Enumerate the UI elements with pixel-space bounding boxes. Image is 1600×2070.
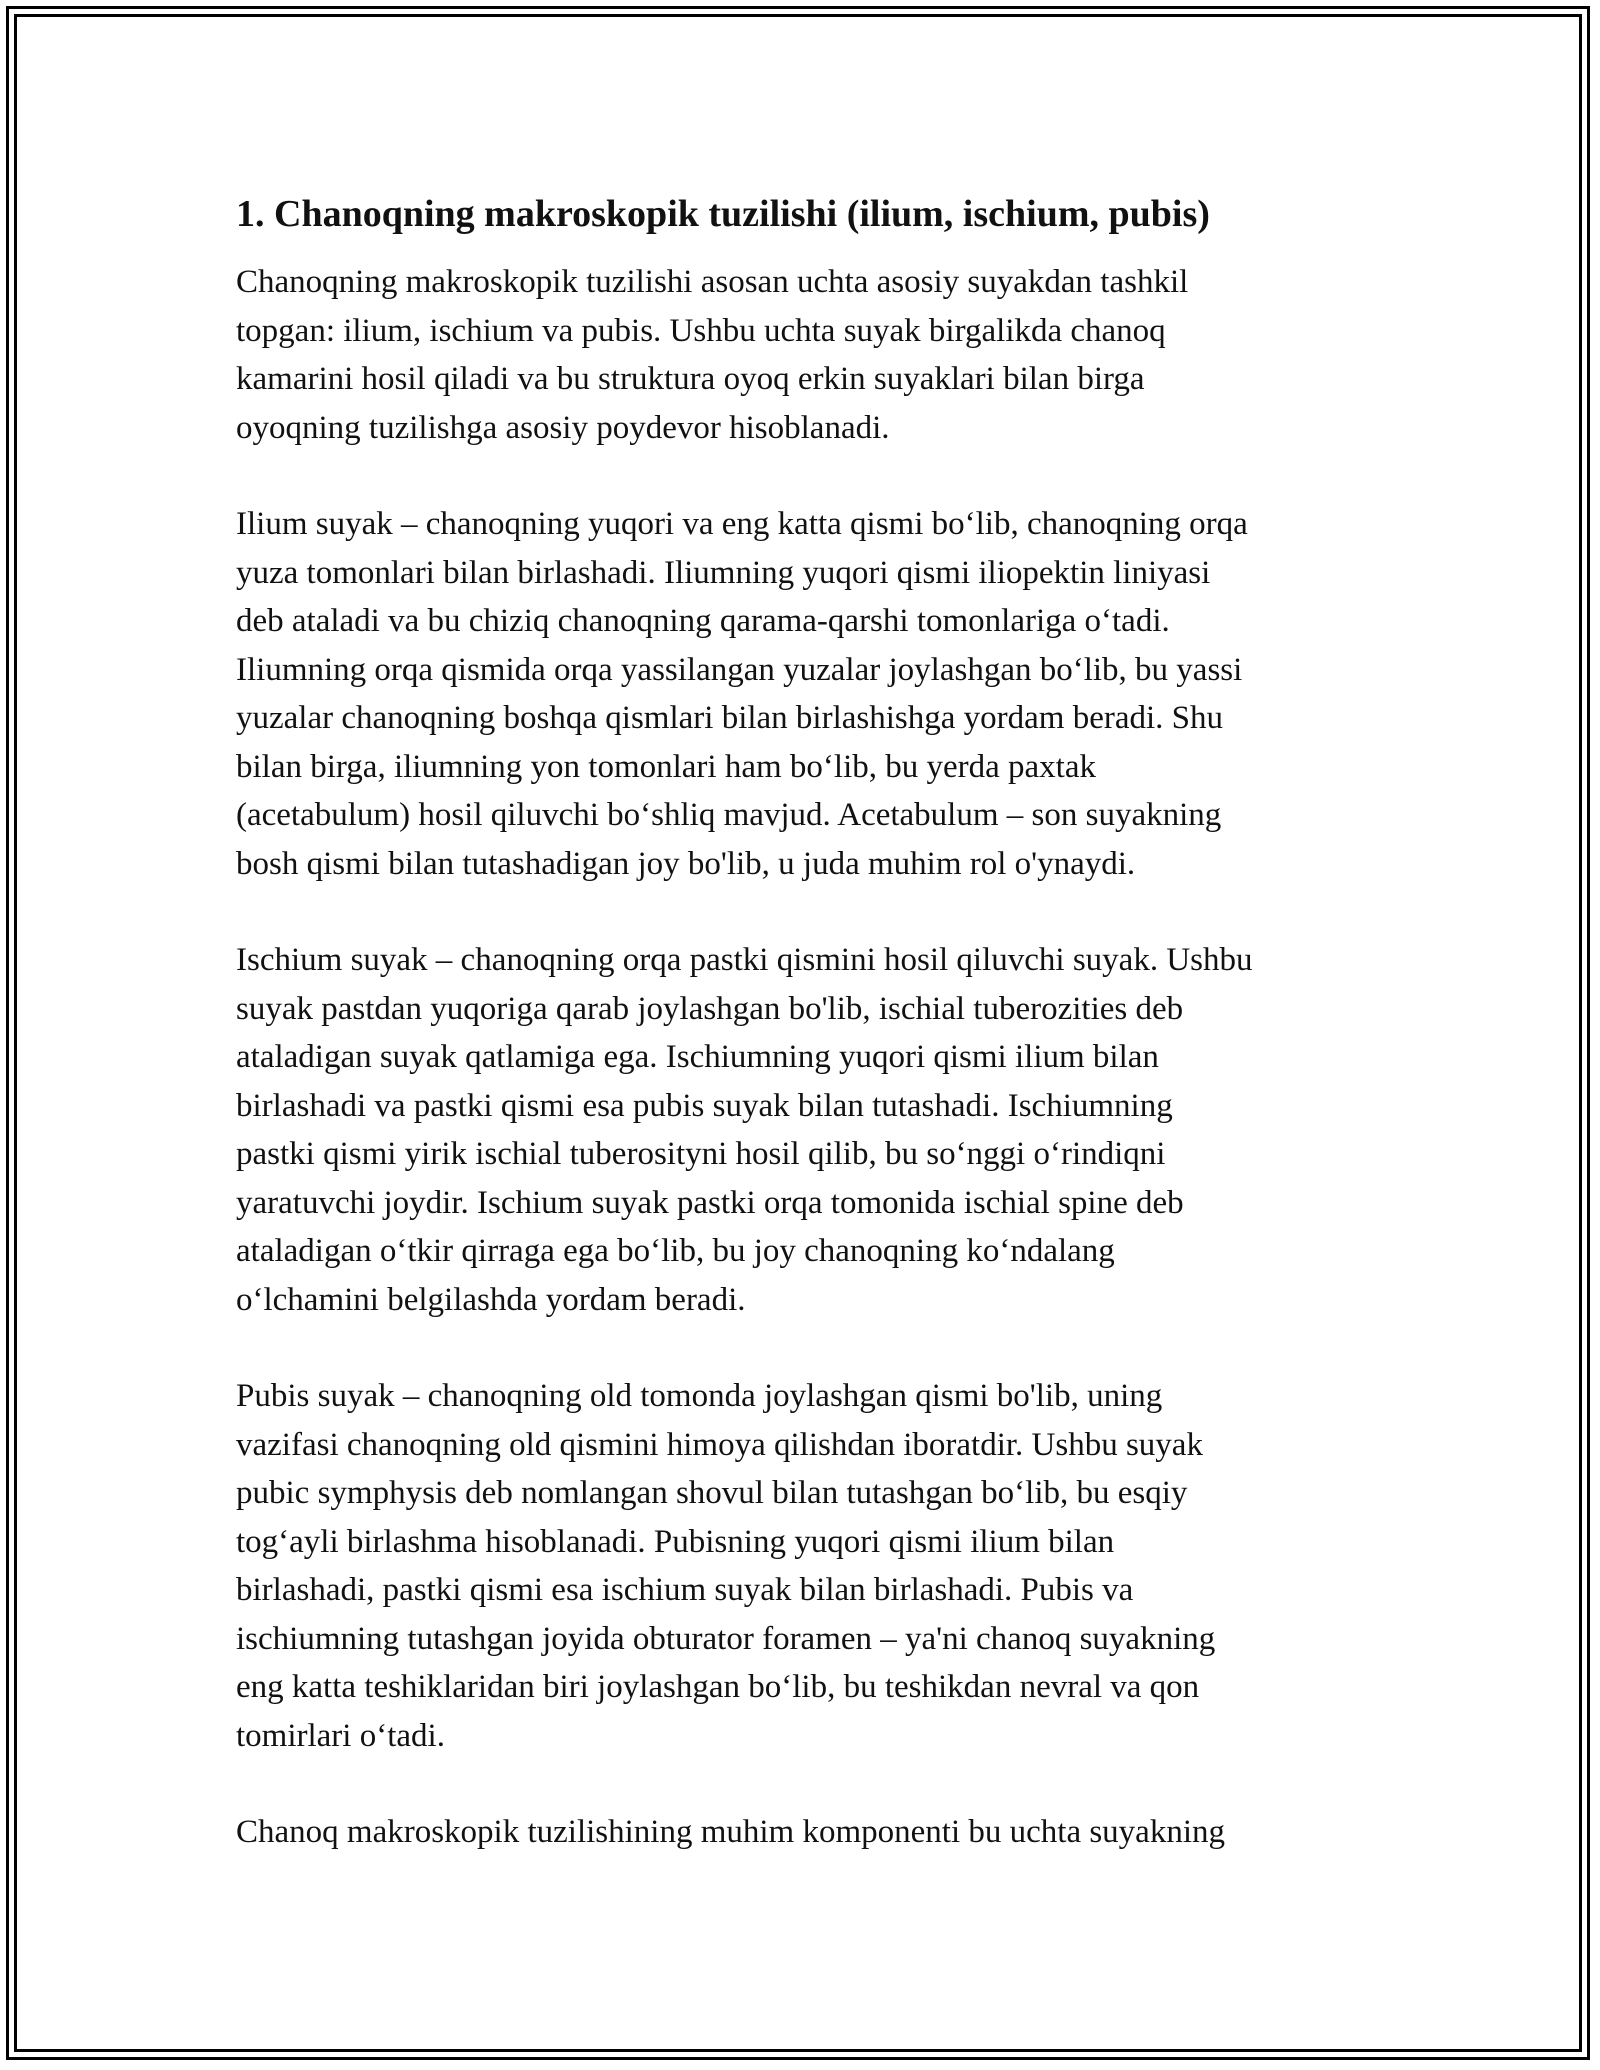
- text-line: ataladigan suyak qatlamiga ega. Ischiumning yuqori qismi ilium bilan: [236, 1039, 1159, 1075]
- text-line: Ischium suyak – chanoqning orqa pastki qismini hosil qiluvchi suyak. Ushbu: [236, 942, 1253, 978]
- paragraph-ischium: [236, 936, 1386, 1324]
- text-line: birlashadi va pastki qismi esa pubis suyak bilan tutashadi. Ischiumning: [236, 1087, 1173, 1124]
- text-line: ischiumning tutashgan joyida obturator foramen – ya'ni chanoq suyakning: [236, 1620, 1216, 1657]
- text-line: vazifasi chanoqning old qismini himoya qilishdan iboratdir. Ushbu suyak: [236, 1426, 1203, 1463]
- text-line: Iliumning orqa qismida orqa yassilangan yuzalar joylashgan boʻlib, bu yassi: [236, 651, 1243, 688]
- section-heading: 1. Chanoqning makroskopik tuzilishi (ilium, ischium, pubis): [236, 193, 1210, 235]
- paragraph-conclusion: [236, 1808, 1386, 1857]
- text-line: topgan: ilium, ischium va pubis. Ushbu uchta suyak birgalikda chanoq: [236, 312, 1166, 349]
- text-line: pastki qismi yirik ischial tuberosityni hosil qilib, bu soʻnggi oʻrindiqni: [236, 1136, 1166, 1172]
- text-line: birlashadi, pastki qismi esa ischium suyak bilan birlashadi. Pubis va: [236, 1572, 1134, 1608]
- paragraph-pubis: [236, 1372, 1386, 1760]
- text-line: yuza tomonlari bilan birlashadi. Iliumning yuqori qismi iliopektin liniyasi: [236, 554, 1211, 591]
- text-line: bilan birga, iliumning yon tomonlari ham boʻlib, bu yerda paxtak: [236, 748, 1096, 785]
- document-body: [236, 188, 1386, 1905]
- text-line: ataladigan oʻtkir qirraga ega boʻlib, bu joy chanoqning koʻndalang: [236, 1233, 1115, 1269]
- text-line: tomirlari oʻtadi.: [236, 1717, 445, 1754]
- text-line: pubic symphysis deb nomlangan shovul bilan tutashgan boʻlib, bu esqiy: [236, 1475, 1188, 1511]
- text-line: Chanoq makroskopik tuzilishining muhim komponenti bu uchta suyakning: [236, 1814, 1226, 1850]
- text-line: bosh qismi bilan tutashadigan joy bo'lib, u juda muhim rol o'ynaydi.: [236, 845, 1136, 882]
- paragraph-intro: [236, 258, 1386, 452]
- text-line: yuzalar chanoqning boshqa qismlari bilan birlashishga yordam beradi. Shu: [236, 700, 1224, 736]
- text-line: kamarini hosil qiladi va bu struktura oyoq erkin suyaklari bilan birga: [236, 361, 1145, 397]
- text-line: (acetabulum) hosil qiluvchi boʻshliq mavjud. Acetabulum – son suyakning: [236, 797, 1222, 833]
- text-line: suyak pastdan yuqoriga qarab joylashgan bo'lib, ischial tuberozities deb: [236, 990, 1184, 1027]
- paragraph-ilium: [236, 500, 1386, 888]
- text-line: yaratuvchi joydir. Ischium suyak pastki orqa tomonida ischial spine deb: [236, 1184, 1184, 1221]
- text-line: Pubis suyak – chanoqning old tomonda joylashgan qismi bo'lib, uning: [236, 1378, 1163, 1414]
- text-line: Chanoqning makroskopik tuzilishi asosan uchta asosiy suyakdan tashkil: [236, 264, 1189, 300]
- text-line: oyoqning tuzilishga asosiy poydevor hisoblanadi.: [236, 409, 890, 446]
- text-line: togʻayli birlashma hisoblanadi. Pubisning yuqori qismi ilium bilan: [236, 1523, 1115, 1560]
- text-line: eng katta teshiklaridan biri joylashgan boʻlib, bu teshikdan nevral va qon: [236, 1669, 1200, 1705]
- text-line: oʻlchamini belgilashda yordam beradi.: [236, 1281, 746, 1318]
- text-line: Ilium suyak – chanoqning yuqori va eng katta qismi boʻlib, chanoqning orqa: [236, 506, 1248, 542]
- text-line: deb ataladi va bu chiziq chanoqning qarama-qarshi tomonlariga oʻtadi.: [236, 603, 1170, 639]
